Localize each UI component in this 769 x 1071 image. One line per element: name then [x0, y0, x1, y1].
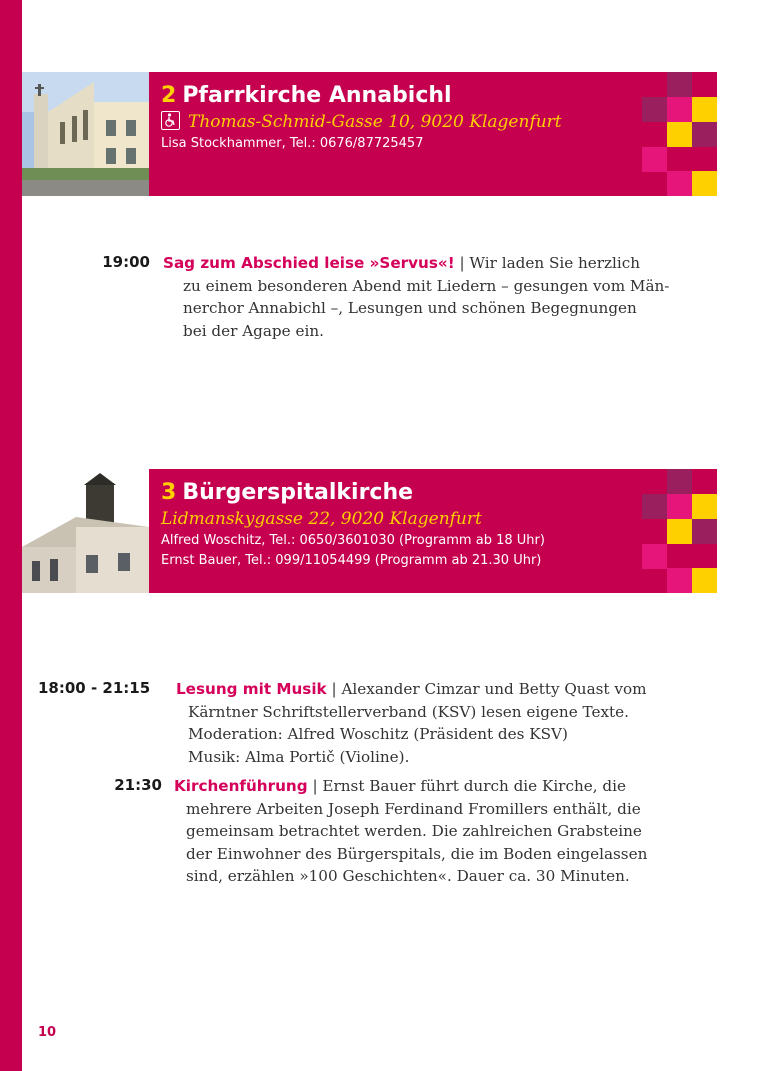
wheelchair-icon [161, 111, 180, 130]
location-contact: Ernst Bauer, Tel.: 099/11054499 (Programm ab 21.30 Uhr) [161, 553, 542, 568]
event-description [176, 678, 647, 768]
location-title [161, 82, 627, 110]
event-description [174, 775, 647, 888]
event-line: Kärntner Schriftstellerverband (KSV) lesen eigene Texte. [188, 702, 629, 721]
event-description [163, 252, 669, 342]
page-number: 10 [38, 1025, 57, 1040]
decorative-pattern [642, 72, 717, 196]
location-banner-annabichl [22, 72, 717, 196]
event-line: gemeinsam betrachtet werden. Die zahlreichen Grabsteine [186, 822, 642, 840]
separator: | [454, 254, 470, 272]
left-color-bar [0, 0, 22, 1071]
location-name: Pfarrkirche Annabichl [182, 83, 452, 108]
location-number: 2 [161, 83, 177, 108]
event-line: mehrere Arbeiten Joseph Ferdinand Fromillers enthält, die [186, 799, 641, 818]
separator: | [307, 777, 323, 795]
location-contact: Alfred Woschitz, Tel.: 0650/3601030 (Programm ab 18 Uhr) [161, 533, 545, 548]
event-line: Ernst Bauer führt durch die Kirche, die [322, 777, 626, 795]
event-line: Wir laden Sie herzlich [469, 254, 641, 272]
event-line: der Einwohner des Bürgerspitals, die im Boden eingelassen [186, 844, 648, 863]
event-line: zu einem besonderen Abend mit Liedern – gesungen vom Män- [183, 276, 670, 295]
separator: | [326, 680, 342, 698]
church-photo-annabichl [22, 72, 149, 196]
location-number: 3 [161, 480, 177, 505]
event-time: 18:00 - 21:15 [38, 679, 151, 697]
event-time: 21:30 [114, 776, 162, 794]
church-photo-buergerspital [22, 469, 149, 593]
event-line: nerchor Annabichl –, Lesungen und schönen Begegnungen [183, 299, 637, 317]
location-header-band [149, 72, 717, 196]
event-line: Moderation: Alfred Woschitz (Präsident des KSV) [188, 725, 568, 743]
decorative-pattern [642, 469, 717, 593]
location-name: Bürgerspitalkirche [182, 480, 414, 505]
event-line: Alexander Cimzar und Betty Quast vom [341, 680, 647, 698]
location-banner-buergerspital [22, 469, 717, 593]
location-address-row [161, 110, 627, 134]
event-line: sind, erzählen »100 Geschichten«. Dauer ca. 30 Minuten. [186, 867, 630, 885]
event-line: bei der Agape ein. [183, 321, 324, 340]
location-contact: Lisa Stockhammer, Tel.: 0676/87725457 [161, 136, 424, 151]
location-address: Lidmanskygasse 22, 9020 Klagenfurt [161, 509, 482, 529]
event-line: Musik: Alma Portič (Violine). [188, 747, 410, 766]
event-time: 19:00 [102, 253, 150, 271]
event-title: Sag zum Abschied leise »Servus«! [163, 254, 455, 272]
event-title: Lesung mit Musik [176, 680, 327, 698]
event-title: Kirchenführung [174, 777, 308, 795]
location-title [161, 479, 627, 507]
location-header-band [149, 469, 717, 593]
location-address: Thomas-Schmid-Gasse 10, 9020 Klagenfurt [188, 112, 562, 132]
